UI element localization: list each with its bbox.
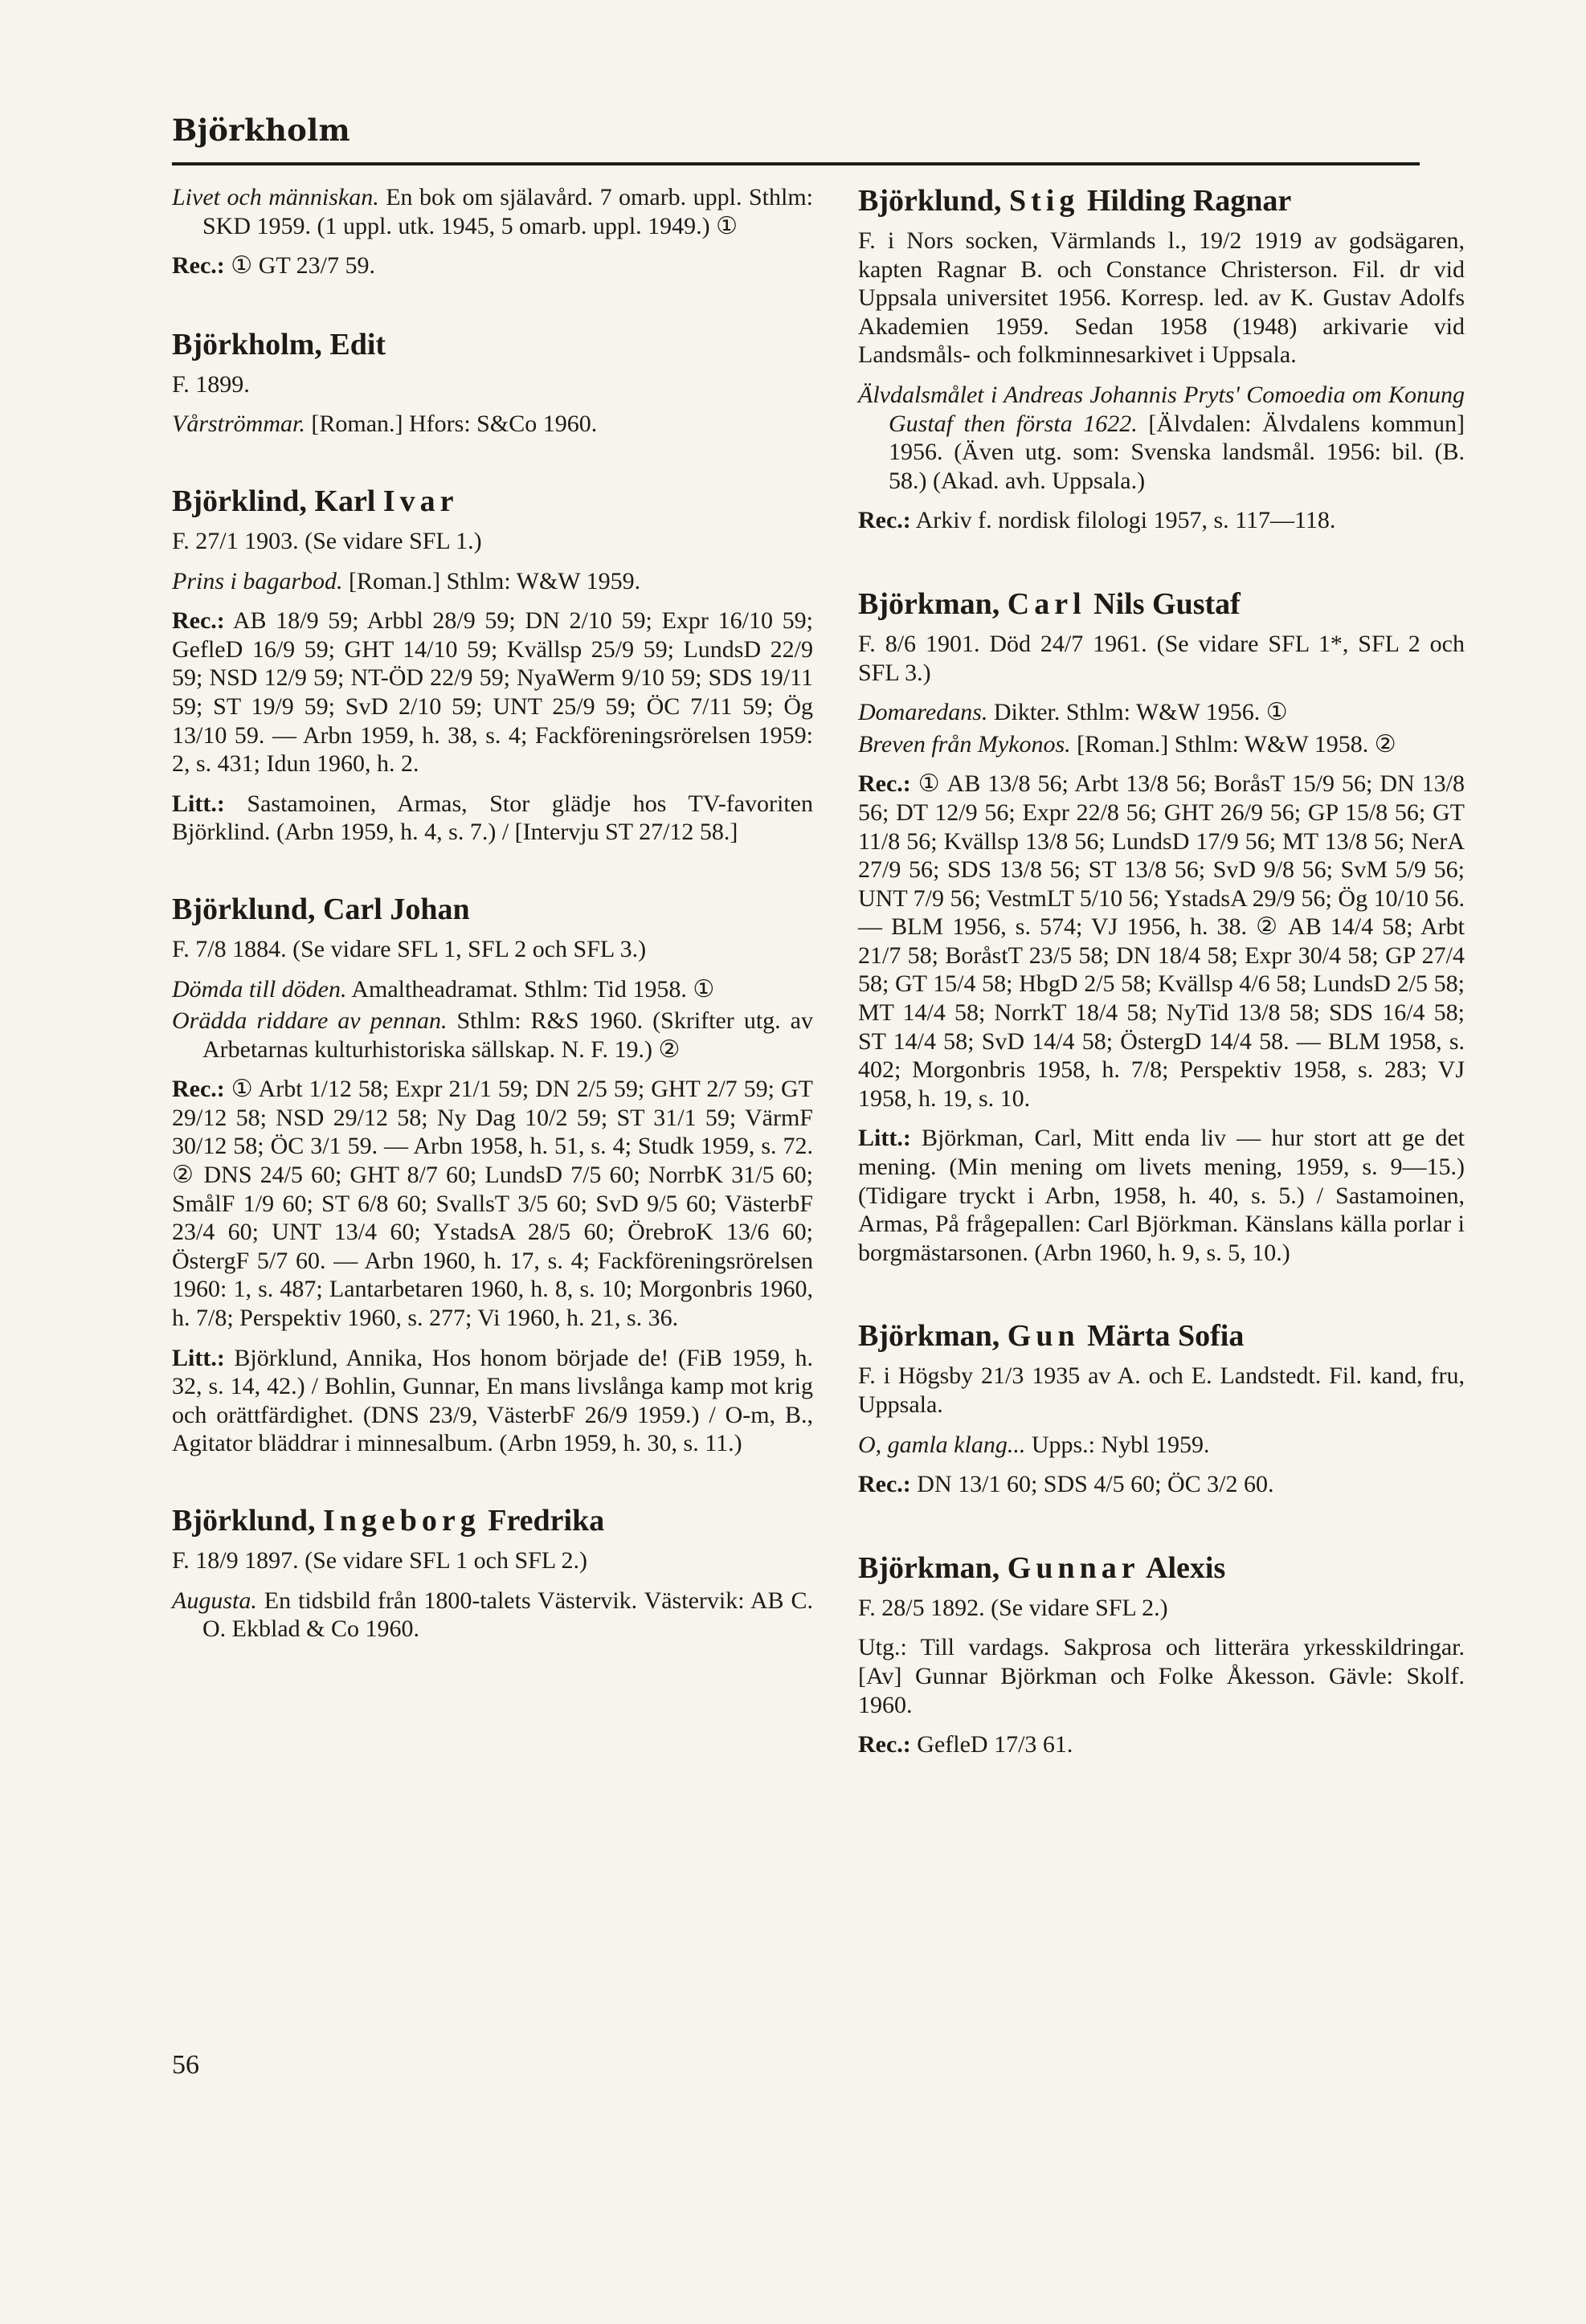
entry-heading (858, 1550, 1465, 1586)
bio-line: F. 18/9 1897. (Se vidare SFL 1 och SFL 2.) (172, 1547, 588, 1574)
entry-heading (172, 484, 813, 519)
literature-line (172, 1344, 813, 1458)
entry-bjorkman-carl-nils (858, 586, 1465, 1267)
heading-callname: Stig (1008, 184, 1080, 218)
work-details: Sthlm: R&S 1960. (Skrifter utg. av Arbetarnas kulturhistoriska sällskap. N. F. 19.) ② (202, 1007, 814, 1063)
literature-text: Björkman, Carl, Mitt enda liv — hur stort att ge det mening. (Min mening om livets mening, 1959, s. 9—15.) (Tidigare tryckt i Arbn, 1958, h. 40, s. 5.) / Sastamoinen, Armas, På frågepallen: Carl Björkman. Känslans källa porlar i borgmästarsonen. (Arbn 1960, h. 9, s. 5, 10.) (858, 1125, 1465, 1266)
heading-callname: Carl (1007, 586, 1086, 621)
entry-bjorkman-gunnar (858, 1550, 1465, 1759)
work-details: Upps.: Nybl 1959. (1025, 1431, 1210, 1458)
heading-other-names: Nils Gustaf (1085, 586, 1241, 621)
review-line (858, 506, 1465, 535)
work-title: Prins i bagarbod. (172, 567, 343, 594)
heading-surname: Björkman, (858, 1550, 1008, 1585)
work-title: Domaredans. (858, 699, 988, 726)
review-text: ① AB 13/8 56; Arbt 13/8 56; BoråsT 15/9 56; DN 13/8 56; DT 12/9 56; Expr 22/8 56; GHT 26/9 56; GP 15/8 56; GT 11/8 56; Kvällsp 13/8 56; LundsD 17/9 56; MT 13/8 56; NerA 27/9 56; SDS 13/8 56; ST 13/8 56; SvD 9/8 56; SvM 5/9 56; UNT 7/9 56; VestmLT 5/10 56; YstadsA 29/9 56; Ög 10/10 56. — BLM 1956, s. 574; VJ 1956, h. 38. ② AB 14/4 58; Arbt 21/7 58; BoråstT 23/5 58; DN 18/4 58; Expr 30/4 58; GP 27/4 58; GT 15/4 58; HbgD 2/5 58; Kvällsp 4/6 58; LundsD 2/5 58; MT 14/4 58; NorrkT 18/4 58; NyTid 13/8 58; SDS 16/4 58; ST 14/4 58; SvD 14/4 58; ÖstergD 14/4 58. — BLM 1958, s. 402; Morgonbris 1958, h. 7/8; Perspektiv 1958, s. 283; VJ 1958, h. 19, s. 10. (858, 770, 1465, 1112)
work-line (172, 183, 813, 240)
work-line (172, 410, 813, 439)
entry-heading: Björkholm, Edit (172, 327, 386, 361)
header-rule (172, 162, 1420, 165)
review-line (172, 251, 813, 280)
literature-label: Litt.: (858, 1125, 911, 1152)
entry-heading (858, 1318, 1465, 1354)
review-text: AB 18/9 59; Arbbl 28/9 59; DN 2/10 59; Expr 16/10 59; GefleD 16/9 59; GHT 14/10 59; Kvällsp 25/9 59; LundsD 22/9 59; NSD 12/9 59; NT-ÖD 22/9 59; NyaWerm 9/10 59; SDS 19/11 59; ST 19/9 59; SvD 2/10 59; UNT 25/9 59; ÖC 7/11 59; Ög 13/10 59. — Arbn 1959, h. 38, s. 4; Fackföreningsrörelsen 1959: 2, s. 431; Idun 1960, h. 2. (172, 607, 813, 778)
work-line (172, 567, 813, 596)
review-label: Rec.: (858, 770, 911, 798)
work-details: [Roman.] Hfors: S&Co 1960. (305, 410, 598, 438)
work-title: Livet och människan. (172, 184, 379, 210)
entry-continuation (172, 183, 813, 280)
literature-text: Björklund, Annika, Hos honom började de! (FiB 1959, h. 32, s. 14, 42.) / Bohlin, Gunnar, En mans livslånga kamp mot krig och orättfärdighet. (DNS 23/9, VästerbF 26/9 1959.) / O-m, B., Agitator bläddrar i minnesalbum. (Arbn 1959, h. 30, s. 11.) (172, 1344, 813, 1457)
work-title: Orädda riddare av pennan. (172, 1007, 448, 1035)
work-line (172, 1007, 813, 1064)
review-text: DN 13/1 60; SDS 4/5 60; ÖC 3/2 60. (910, 1471, 1274, 1498)
heading-callname: Ingeborg (322, 1504, 480, 1538)
editor-line: Utg.: Till vardags. Sakprosa och litterära yrkesskildringar. [Av] Gunnar Björkman och Folke Åkesson. Gävle: Skolf. 1960. (858, 1634, 1465, 1718)
literature-text: Sastamoinen, Armas, Stor glädje hos TV-favoriten Björklind. (Arbn 1959, h. 4, s. 7.) / [Intervju ST 27/12 58.] (172, 790, 813, 846)
left-column (172, 183, 813, 1695)
work-title: Breven från Mykonos. (858, 730, 1071, 758)
work-line (858, 698, 1465, 727)
review-line (858, 770, 1465, 1113)
heading-surname: Björklind, Karl (172, 484, 383, 518)
heading-other-names: Hilding Ragnar (1079, 184, 1292, 218)
review-text: Arkiv f. nordisk filologi 1957, s. 117—118. (910, 507, 1336, 534)
work-details: Amaltheadramat. Sthlm: Tid 1958. ① (346, 975, 715, 1003)
bio-line: F. i Högsby 21/3 1935 av A. och E. Landstedt. Fil. kand, fru, Uppsala. (858, 1362, 1465, 1418)
review-text: GefleD 17/3 61. (910, 1731, 1073, 1758)
review-label: Rec.: (858, 1731, 911, 1758)
work-title: Dömda till döden. (172, 975, 347, 1003)
bio-line: F. 1899. (172, 370, 250, 398)
work-details: [Älvdalen: Älvdalens kommun] 1956. (Även utg. som: Svenska landsmål. 1956: bil. (B. 58.) (Akad. avh. Uppsala.) (889, 410, 1465, 494)
bio-line: F. i Nors socken, Värmlands l., 19/2 1919 av godsägaren, kapten Ragnar B. och Constance Christerson. Fil. dr vid Uppsala universitet 1956. Korresp. led. av K. Gustav Adolfs Akademien 1959. Sedan 1958 (1948) arkivarie vid Landsmåls- och folkminnesarkivet i Uppsala. (858, 227, 1465, 369)
heading-other-names: Märta Sofia (1079, 1319, 1245, 1354)
work-details: Dikter. Sthlm: W&W 1956. ① (987, 699, 1288, 726)
review-label: Rec.: (858, 507, 911, 534)
entry-bjorklund-carl-johan (172, 892, 813, 1458)
heading-surname: Björkman, (858, 586, 1008, 621)
entry-bjorklund-stig (858, 183, 1465, 535)
entry-bjorklund-ingeborg (172, 1503, 813, 1644)
work-line (172, 975, 813, 1004)
heading-callname: Gunnar (1007, 1550, 1140, 1585)
work-line (858, 1431, 1465, 1460)
work-title: Vårströmmar. (172, 410, 305, 438)
literature-label: Litt.: (172, 790, 225, 817)
review-text: ① GT 23/7 59. (224, 252, 375, 280)
literature-line (858, 1124, 1465, 1267)
literature-label: Litt.: (172, 1344, 225, 1371)
entry-bjorkholm-edit (172, 327, 813, 439)
right-column (858, 183, 1465, 1811)
heading-callname: Gun (1007, 1319, 1080, 1354)
work-title: O, gamla klang... (858, 1431, 1026, 1458)
review-line (858, 1730, 1465, 1759)
bio-line: F. 7/8 1884. (Se vidare SFL 1, SFL 2 och SFL 3.) (172, 935, 647, 962)
entry-heading (858, 183, 1465, 219)
work-details: [Roman.] Sthlm: W&W 1958. ② (1070, 730, 1396, 758)
entry-bjorkman-gun (858, 1318, 1465, 1498)
literature-line (172, 790, 813, 847)
running-head: Björkholm (172, 112, 350, 148)
heading-surname: Björklund, (172, 1504, 323, 1538)
work-details: [Roman.] Sthlm: W&W 1959. (342, 567, 641, 594)
work-title: Augusta. (172, 1587, 257, 1614)
work-line (858, 730, 1465, 759)
review-label: Rec.: (172, 252, 225, 280)
review-text: ① Arbt 1/12 58; Expr 21/1 59; DN 2/5 59; GHT 2/7 59; GT 29/12 58; NSD 29/12 58; Ny Dag 10/2 59; ST 31/1 59; VärmF 30/12 58; ÖC 3/1 59. — Arbn 1958, h. 51, s. 4; Studk 1959, s. 72. ② DNS 24/5 60; GHT 8/7 60; LundsD 7/5 60; NorrbK 31/5 60; SmålF 1/9 60; ST 6/8 60; SvallsT 3/5 60; SvD 9/5 60; VästerbF 23/4 60; UNT 13/4 60; YstadsA 28/5 60; ÖrebroK 13/6 60; ÖstergF 5/7 60. — Arbn 1960, h. 17, s. 4; Fackföreningsrörelsen 1960: 1, s. 487; Lantarbetaren 1960, h. 8, s. 10; Morgonbris 1960, h. 7/8; Perspektiv 1960, s. 277; Vi 1960, h. 21, s. 36. (172, 1076, 813, 1332)
bio-line: F. 27/1 1903. (Se vidare SFL 1.) (172, 527, 482, 554)
review-label: Rec.: (858, 1471, 911, 1498)
entry-heading (172, 1503, 813, 1538)
bio-line: F. 28/5 1892. (Se vidare SFL 2.) (858, 1594, 1168, 1621)
entry-heading: Björklund, Carl Johan (172, 892, 470, 926)
entry-bjorklind-ivar (172, 484, 813, 847)
page-number: 56 (172, 2050, 199, 2080)
heading-surname: Björkman, (858, 1319, 1008, 1354)
work-title: Älvdalsmålet i Andreas Johannis Pryts' Comoedia om Konung Gustaf then första 1622. (858, 381, 1465, 437)
review-line (858, 1470, 1465, 1499)
heading-other-names: Alexis (1139, 1550, 1226, 1585)
review-line (172, 607, 813, 778)
review-label: Rec.: (172, 1076, 225, 1103)
heading-other-names: Fredrika (480, 1504, 605, 1538)
bio-line: F. 8/6 1901. Död 24/7 1961. (Se vidare SFL 1*, SFL 2 och SFL 3.) (858, 630, 1465, 686)
work-line (858, 381, 1465, 495)
work-line (172, 1587, 813, 1644)
heading-surname: Björklund, (858, 184, 1009, 218)
review-line (172, 1075, 813, 1332)
heading-callname: Ivar (382, 484, 459, 518)
work-details: En tidsbild från 1800-talets Västervik. Västervik: AB C. O. Ekblad & Co 1960. (202, 1587, 813, 1643)
review-label: Rec.: (172, 607, 225, 635)
entry-heading (858, 586, 1465, 622)
work-details: En bok om själavård. 7 omarb. uppl. Sthlm: SKD 1959. (1 uppl. utk. 1945, 5 omarb. uppl. 1949.) ① (202, 184, 813, 239)
